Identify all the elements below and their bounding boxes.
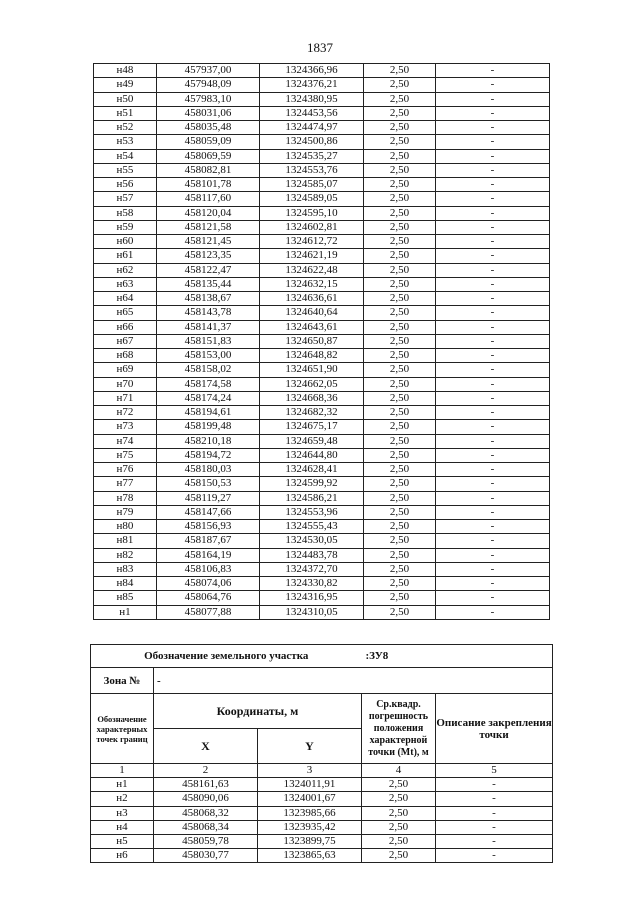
coordinates-table-zu8 xyxy=(90,644,553,863)
point-name: н2 xyxy=(91,792,154,806)
table-row xyxy=(91,806,553,820)
y-coordinate: 1324636,61 xyxy=(260,292,364,306)
error-value: 2,50 xyxy=(364,448,436,462)
x-coordinate: 458150,53 xyxy=(157,477,260,491)
table-row xyxy=(94,577,550,591)
error-value: 2,50 xyxy=(362,792,436,806)
fixation-description: - xyxy=(436,420,550,434)
x-coordinate: 458035,48 xyxy=(157,121,260,135)
error-value: 2,50 xyxy=(364,420,436,434)
y-coordinate: 1324621,19 xyxy=(260,249,364,263)
table-row xyxy=(94,377,550,391)
y-coordinate: 1323899,75 xyxy=(258,834,362,848)
point-name: н75 xyxy=(94,448,157,462)
header-error: Ср.квадр. погрешность положения характерной точки (Mt), м xyxy=(362,694,436,764)
x-coordinate: 458194,72 xyxy=(157,448,260,462)
table-row xyxy=(94,448,550,462)
y-coordinate: 1324640,64 xyxy=(260,306,364,320)
table-row xyxy=(94,106,550,120)
table-row xyxy=(94,591,550,605)
error-value: 2,50 xyxy=(364,135,436,149)
table-row xyxy=(91,792,553,806)
point-name: н64 xyxy=(94,292,157,306)
table-row xyxy=(94,292,550,306)
table-row xyxy=(91,778,553,792)
error-value: 2,50 xyxy=(364,391,436,405)
error-value: 2,50 xyxy=(364,106,436,120)
point-name: н83 xyxy=(94,562,157,576)
error-value: 2,50 xyxy=(362,849,436,863)
error-value: 2,50 xyxy=(364,306,436,320)
fixation-description: - xyxy=(436,806,553,820)
fixation-description: - xyxy=(436,206,550,220)
point-name: н77 xyxy=(94,477,157,491)
error-value: 2,50 xyxy=(364,520,436,534)
header-description: Описание закрепления точки xyxy=(436,694,553,764)
error-value: 2,50 xyxy=(364,491,436,505)
point-name: н73 xyxy=(94,420,157,434)
zone-row xyxy=(91,668,553,694)
plot-designation-label: Обозначение земельного участка xyxy=(91,645,362,668)
fixation-description: - xyxy=(436,135,550,149)
table-row xyxy=(94,64,550,78)
y-coordinate: 1324535,27 xyxy=(260,149,364,163)
fixation-description: - xyxy=(436,477,550,491)
x-coordinate: 458077,88 xyxy=(157,605,260,619)
point-name: н50 xyxy=(94,92,157,106)
column-index: 4 xyxy=(362,764,436,778)
x-coordinate: 458082,81 xyxy=(157,163,260,177)
point-name: н4 xyxy=(91,820,154,834)
table-row xyxy=(94,420,550,434)
table-row xyxy=(94,334,550,348)
fixation-description: - xyxy=(436,520,550,534)
y-coordinate: 1324659,48 xyxy=(260,434,364,448)
error-value: 2,50 xyxy=(364,277,436,291)
table-row xyxy=(94,206,550,220)
point-name: н57 xyxy=(94,192,157,206)
error-value: 2,50 xyxy=(364,92,436,106)
table-row xyxy=(94,434,550,448)
table-row xyxy=(94,406,550,420)
fixation-description: - xyxy=(436,834,553,848)
y-coordinate: 1324644,80 xyxy=(260,448,364,462)
fixation-description: - xyxy=(436,149,550,163)
y-coordinate: 1324553,96 xyxy=(260,505,364,519)
error-value: 2,50 xyxy=(364,434,436,448)
point-name: н5 xyxy=(91,834,154,848)
fixation-description: - xyxy=(436,434,550,448)
y-coordinate: 1324595,10 xyxy=(260,206,364,220)
y-coordinate: 1324530,05 xyxy=(260,534,364,548)
column-index: 2 xyxy=(154,764,258,778)
error-value: 2,50 xyxy=(364,548,436,562)
y-coordinate: 1324372,70 xyxy=(260,562,364,576)
table-row xyxy=(94,548,550,562)
x-coordinate: 458174,24 xyxy=(157,391,260,405)
error-value: 2,50 xyxy=(362,806,436,820)
column-index: 1 xyxy=(91,764,154,778)
point-name: н82 xyxy=(94,548,157,562)
error-value: 2,50 xyxy=(364,64,436,78)
point-name: н66 xyxy=(94,320,157,334)
plot-designation-value: :ЗУ8 xyxy=(362,645,553,668)
point-name: н85 xyxy=(94,591,157,605)
table-row xyxy=(94,491,550,505)
fixation-description: - xyxy=(436,448,550,462)
point-name: н1 xyxy=(91,778,154,792)
x-coordinate: 458121,58 xyxy=(157,220,260,234)
error-value: 2,50 xyxy=(364,78,436,92)
error-value: 2,50 xyxy=(364,505,436,519)
y-coordinate: 1324366,96 xyxy=(260,64,364,78)
table-row xyxy=(91,834,553,848)
table-row xyxy=(94,605,550,619)
table-row xyxy=(94,220,550,234)
fixation-description: - xyxy=(436,92,550,106)
fixation-description: - xyxy=(436,106,550,120)
y-coordinate: 1324001,67 xyxy=(258,792,362,806)
point-name: н80 xyxy=(94,520,157,534)
error-value: 2,50 xyxy=(364,178,436,192)
point-name: н68 xyxy=(94,349,157,363)
y-coordinate: 1324011,91 xyxy=(258,778,362,792)
y-coordinate: 1323985,66 xyxy=(258,806,362,820)
column-index: 3 xyxy=(258,764,362,778)
error-value: 2,50 xyxy=(364,149,436,163)
fixation-description: - xyxy=(436,121,550,135)
y-coordinate: 1324330,82 xyxy=(260,577,364,591)
fixation-description: - xyxy=(436,778,553,792)
y-coordinate: 1324662,05 xyxy=(260,377,364,391)
x-coordinate: 458059,78 xyxy=(154,834,258,848)
x-coordinate: 458121,45 xyxy=(157,235,260,249)
table-row xyxy=(94,349,550,363)
point-name: н59 xyxy=(94,220,157,234)
fixation-description: - xyxy=(436,178,550,192)
y-coordinate: 1324648,82 xyxy=(260,349,364,363)
error-value: 2,50 xyxy=(364,334,436,348)
x-coordinate: 458068,34 xyxy=(154,820,258,834)
fixation-description: - xyxy=(436,491,550,505)
fixation-description: - xyxy=(436,320,550,334)
header-row-1 xyxy=(91,694,553,729)
header-y: Y xyxy=(258,729,362,764)
y-coordinate: 1324310,05 xyxy=(260,605,364,619)
x-coordinate: 457983,10 xyxy=(157,92,260,106)
table-row xyxy=(94,163,550,177)
point-name: н63 xyxy=(94,277,157,291)
table-row xyxy=(94,277,550,291)
x-coordinate: 458101,78 xyxy=(157,178,260,192)
point-name: н70 xyxy=(94,377,157,391)
fixation-description: - xyxy=(436,605,550,619)
x-coordinate: 458194,61 xyxy=(157,406,260,420)
y-coordinate: 1324474,97 xyxy=(260,121,364,135)
x-coordinate: 458074,06 xyxy=(157,577,260,591)
x-coordinate: 458068,32 xyxy=(154,806,258,820)
error-value: 2,50 xyxy=(364,562,436,576)
x-coordinate: 458187,67 xyxy=(157,534,260,548)
table-row xyxy=(94,363,550,377)
plot-designation-row xyxy=(91,645,553,668)
y-coordinate: 1324599,92 xyxy=(260,477,364,491)
fixation-description: - xyxy=(436,78,550,92)
error-value: 2,50 xyxy=(364,349,436,363)
table-row xyxy=(94,121,550,135)
error-value: 2,50 xyxy=(364,192,436,206)
table-row xyxy=(94,249,550,263)
table-row xyxy=(94,235,550,249)
point-name: н76 xyxy=(94,463,157,477)
point-name: н65 xyxy=(94,306,157,320)
table-row xyxy=(94,92,550,106)
zone-value: - xyxy=(154,668,553,694)
point-name: н72 xyxy=(94,406,157,420)
point-name: н67 xyxy=(94,334,157,348)
table-row xyxy=(94,505,550,519)
point-name: н55 xyxy=(94,163,157,177)
error-value: 2,50 xyxy=(364,577,436,591)
error-value: 2,50 xyxy=(362,834,436,848)
error-value: 2,50 xyxy=(364,249,436,263)
x-coordinate: 458069,59 xyxy=(157,149,260,163)
x-coordinate: 458122,47 xyxy=(157,263,260,277)
x-coordinate: 458106,83 xyxy=(157,562,260,576)
x-coordinate: 458120,04 xyxy=(157,206,260,220)
table-row xyxy=(94,306,550,320)
y-coordinate: 1324668,36 xyxy=(260,391,364,405)
y-coordinate: 1324500,86 xyxy=(260,135,364,149)
x-coordinate: 458180,03 xyxy=(157,463,260,477)
x-coordinate: 458174,58 xyxy=(157,377,260,391)
error-value: 2,50 xyxy=(364,206,436,220)
point-name: н81 xyxy=(94,534,157,548)
fixation-description: - xyxy=(436,534,550,548)
error-value: 2,50 xyxy=(364,320,436,334)
point-name: н79 xyxy=(94,505,157,519)
error-value: 2,50 xyxy=(364,477,436,491)
point-name: н69 xyxy=(94,363,157,377)
fixation-description: - xyxy=(436,363,550,377)
error-value: 2,50 xyxy=(364,220,436,234)
fixation-description: - xyxy=(436,334,550,348)
fixation-description: - xyxy=(436,849,553,863)
fixation-description: - xyxy=(436,577,550,591)
x-coordinate: 458164,19 xyxy=(157,548,260,562)
point-name: н51 xyxy=(94,106,157,120)
error-value: 2,50 xyxy=(364,235,436,249)
header-point-designation: Обозначение характерных точек границ xyxy=(91,694,154,764)
x-coordinate: 458138,67 xyxy=(157,292,260,306)
column-index: 5 xyxy=(436,764,553,778)
y-coordinate: 1324622,48 xyxy=(260,263,364,277)
y-coordinate: 1323865,63 xyxy=(258,849,362,863)
x-coordinate: 458031,06 xyxy=(157,106,260,120)
fixation-description: - xyxy=(436,391,550,405)
x-coordinate: 458119,27 xyxy=(157,491,260,505)
coordinates-table-continued xyxy=(93,63,550,620)
point-name: н71 xyxy=(94,391,157,405)
y-coordinate: 1324650,87 xyxy=(260,334,364,348)
y-coordinate: 1324632,15 xyxy=(260,277,364,291)
table-row xyxy=(94,78,550,92)
fixation-description: - xyxy=(436,249,550,263)
y-coordinate: 1324555,43 xyxy=(260,520,364,534)
error-value: 2,50 xyxy=(364,363,436,377)
point-name: н3 xyxy=(91,806,154,820)
point-name: н74 xyxy=(94,434,157,448)
y-coordinate: 1324483,78 xyxy=(260,548,364,562)
point-name: н49 xyxy=(94,78,157,92)
point-name: н53 xyxy=(94,135,157,149)
x-coordinate: 458117,60 xyxy=(157,192,260,206)
table-row xyxy=(94,477,550,491)
y-coordinate: 1324651,90 xyxy=(260,363,364,377)
table-row xyxy=(94,192,550,206)
fixation-description: - xyxy=(436,192,550,206)
x-coordinate: 458158,02 xyxy=(157,363,260,377)
error-value: 2,50 xyxy=(362,820,436,834)
y-coordinate: 1324586,21 xyxy=(260,491,364,505)
table-row xyxy=(94,562,550,576)
fixation-description: - xyxy=(436,463,550,477)
table-row xyxy=(94,520,550,534)
point-name: н1 xyxy=(94,605,157,619)
y-coordinate: 1324585,07 xyxy=(260,178,364,192)
x-coordinate: 458153,00 xyxy=(157,349,260,363)
error-value: 2,50 xyxy=(364,591,436,605)
x-coordinate: 458199,48 xyxy=(157,420,260,434)
zone-label: Зона № xyxy=(91,668,154,694)
point-name: н56 xyxy=(94,178,157,192)
fixation-description: - xyxy=(436,263,550,277)
table-row xyxy=(91,820,553,834)
x-coordinate: 458123,35 xyxy=(157,249,260,263)
x-coordinate: 458030,77 xyxy=(154,849,258,863)
x-coordinate: 458161,63 xyxy=(154,778,258,792)
point-name: н84 xyxy=(94,577,157,591)
fixation-description: - xyxy=(436,505,550,519)
x-coordinate: 458064,76 xyxy=(157,591,260,605)
fixation-description: - xyxy=(436,277,550,291)
table-row xyxy=(94,463,550,477)
error-value: 2,50 xyxy=(364,292,436,306)
fixation-description: - xyxy=(436,220,550,234)
fixation-description: - xyxy=(436,562,550,576)
point-name: н58 xyxy=(94,206,157,220)
fixation-description: - xyxy=(436,377,550,391)
fixation-description: - xyxy=(436,292,550,306)
page-number: 1837 xyxy=(307,40,333,55)
y-coordinate: 1324316,95 xyxy=(260,591,364,605)
x-coordinate: 458090,06 xyxy=(154,792,258,806)
x-coordinate: 458141,37 xyxy=(157,320,260,334)
x-coordinate: 458059,09 xyxy=(157,135,260,149)
fixation-description: - xyxy=(436,406,550,420)
table-row xyxy=(94,534,550,548)
y-coordinate: 1324602,81 xyxy=(260,220,364,234)
table-row xyxy=(94,320,550,334)
error-value: 2,50 xyxy=(364,605,436,619)
point-name: н61 xyxy=(94,249,157,263)
y-coordinate: 1324453,56 xyxy=(260,106,364,120)
error-value: 2,50 xyxy=(364,121,436,135)
error-value: 2,50 xyxy=(364,534,436,548)
table-row xyxy=(94,263,550,277)
point-name: н6 xyxy=(91,849,154,863)
fixation-description: - xyxy=(436,163,550,177)
point-name: н62 xyxy=(94,263,157,277)
y-coordinate: 1324643,61 xyxy=(260,320,364,334)
column-index-row xyxy=(91,764,553,778)
error-value: 2,50 xyxy=(364,406,436,420)
point-name: н54 xyxy=(94,149,157,163)
fixation-description: - xyxy=(436,306,550,320)
y-coordinate: 1323935,42 xyxy=(258,820,362,834)
fixation-description: - xyxy=(436,64,550,78)
y-coordinate: 1324612,72 xyxy=(260,235,364,249)
table-row xyxy=(94,149,550,163)
error-value: 2,50 xyxy=(364,163,436,177)
point-name: н60 xyxy=(94,235,157,249)
point-name: н78 xyxy=(94,491,157,505)
header-x: X xyxy=(154,729,258,764)
y-coordinate: 1324628,41 xyxy=(260,463,364,477)
table-row xyxy=(94,178,550,192)
x-coordinate: 458210,18 xyxy=(157,434,260,448)
fixation-description: - xyxy=(436,349,550,363)
header-coordinates: Координаты, м xyxy=(154,694,362,729)
x-coordinate: 458156,93 xyxy=(157,520,260,534)
y-coordinate: 1324376,21 xyxy=(260,78,364,92)
x-coordinate: 457937,00 xyxy=(157,64,260,78)
fixation-description: - xyxy=(436,235,550,249)
x-coordinate: 458151,83 xyxy=(157,334,260,348)
fixation-description: - xyxy=(436,792,553,806)
fixation-description: - xyxy=(436,591,550,605)
table-row xyxy=(94,391,550,405)
y-coordinate: 1324682,32 xyxy=(260,406,364,420)
x-coordinate: 458143,78 xyxy=(157,306,260,320)
y-coordinate: 1324675,17 xyxy=(260,420,364,434)
x-coordinate: 458135,44 xyxy=(157,277,260,291)
y-coordinate: 1324380,95 xyxy=(260,92,364,106)
error-value: 2,50 xyxy=(364,463,436,477)
table-row xyxy=(91,849,553,863)
point-name: н52 xyxy=(94,121,157,135)
error-value: 2,50 xyxy=(364,263,436,277)
y-coordinate: 1324553,76 xyxy=(260,163,364,177)
y-coordinate: 1324589,05 xyxy=(260,192,364,206)
x-coordinate: 458147,66 xyxy=(157,505,260,519)
table-row xyxy=(94,135,550,149)
error-value: 2,50 xyxy=(364,377,436,391)
point-name: н48 xyxy=(94,64,157,78)
fixation-description: - xyxy=(436,820,553,834)
error-value: 2,50 xyxy=(362,778,436,792)
x-coordinate: 457948,09 xyxy=(157,78,260,92)
fixation-description: - xyxy=(436,548,550,562)
